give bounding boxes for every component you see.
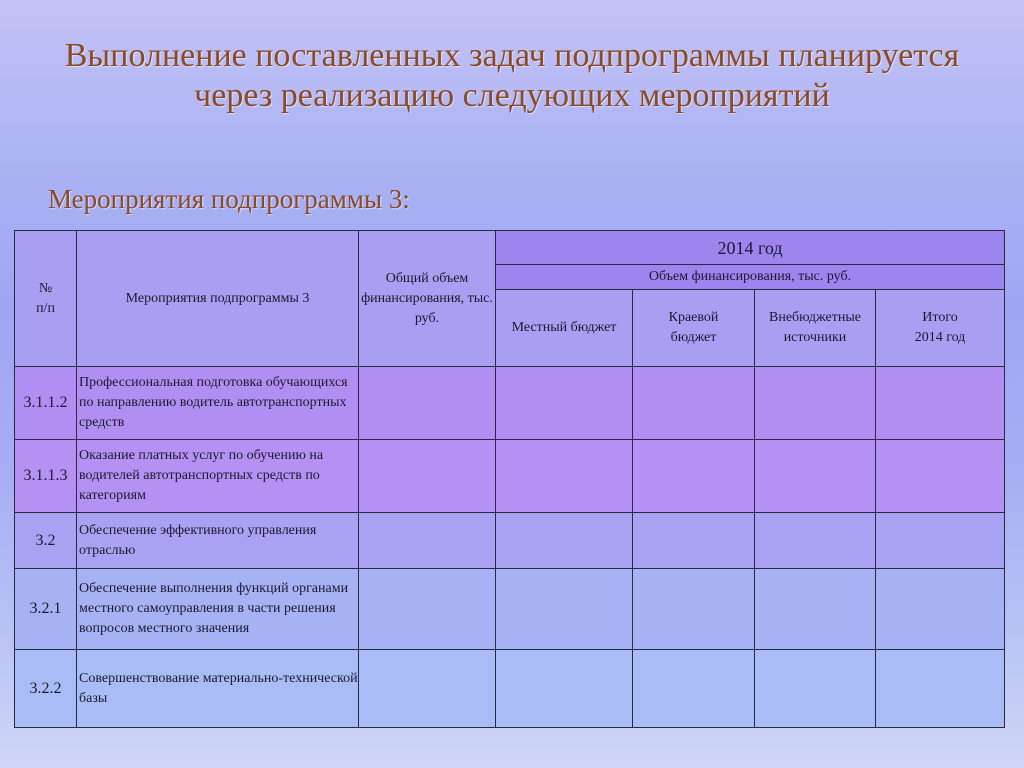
cell-total-volume xyxy=(359,569,496,650)
cell-local-budget xyxy=(496,569,633,650)
row-number: 3.1.1.3 xyxy=(15,440,77,513)
header-regional-budget: Краевой бюджет xyxy=(633,290,755,367)
row-activity: Оказание платных услуг по обучению на водителей автотранспортных средств по категориям xyxy=(77,440,359,513)
cell-regional-budget xyxy=(633,440,755,513)
cell-extra-budget xyxy=(755,650,876,728)
cell-total-2014 xyxy=(876,367,1005,440)
row-activity: Обеспечение эффективного управления отраслью xyxy=(77,513,359,569)
slide-subtitle: Мероприятия подпрограммы 3: xyxy=(48,184,410,214)
cell-regional-budget xyxy=(633,367,755,440)
cell-extra-budget xyxy=(755,513,876,569)
activities-table xyxy=(14,230,1005,728)
table-row xyxy=(15,650,1005,728)
cell-total-volume xyxy=(359,367,496,440)
row-number: 3.2 xyxy=(15,513,77,569)
header-local-budget: Местный бюджет xyxy=(496,290,633,367)
cell-total-2014 xyxy=(876,513,1005,569)
header-total-label: Итого xyxy=(922,310,958,325)
header-extra-budget: Внебюджетные источники xyxy=(755,290,876,367)
header-year: 2014 год xyxy=(496,231,1005,265)
cell-total-2014 xyxy=(876,569,1005,650)
row-number: 3.2.1 xyxy=(15,569,77,650)
header-num-label: п/п xyxy=(36,300,55,316)
header-total-volume: Общий объем финансирования, тыс. руб. xyxy=(359,231,496,367)
cell-total-2014 xyxy=(876,650,1005,728)
cell-total-volume xyxy=(359,513,496,569)
row-number: 3.1.1.2 xyxy=(15,367,77,440)
cell-local-budget xyxy=(496,650,633,728)
row-activity: Обеспечение выполнения функций органами местного самоуправления в части решения вопросов местного значения xyxy=(77,569,359,650)
cell-extra-budget xyxy=(755,569,876,650)
row-number: 3.2.2 xyxy=(15,650,77,728)
cell-extra-budget xyxy=(755,367,876,440)
table-row xyxy=(15,569,1005,650)
cell-extra-budget xyxy=(755,440,876,513)
cell-local-budget xyxy=(496,513,633,569)
header-total-year: 2014 год xyxy=(914,330,966,345)
cell-regional-budget xyxy=(633,650,755,728)
cell-total-2014 xyxy=(876,440,1005,513)
cell-regional-budget xyxy=(633,569,755,650)
header-num-symbol: № xyxy=(38,280,53,296)
cell-regional-budget xyxy=(633,513,755,569)
cell-total-volume xyxy=(359,650,496,728)
slide-title: Выполнение поставленных задач подпрограммы планируется через реализацию следующих мероприятий xyxy=(64,37,960,114)
row-activity: Профессиональная подготовка обучающихся по направлению водитель автотранспортных средств xyxy=(77,367,359,440)
table-row xyxy=(15,513,1005,569)
table-row xyxy=(15,440,1005,513)
cell-local-budget xyxy=(496,367,633,440)
header-num xyxy=(15,231,77,367)
cell-total-volume xyxy=(359,440,496,513)
table-row xyxy=(15,367,1005,440)
header-financing: Объем финансирования, тыс. руб. xyxy=(496,265,1005,290)
header-activity: Мероприятия подпрограммы 3 xyxy=(77,231,359,367)
cell-local-budget xyxy=(496,440,633,513)
header-total-2014 xyxy=(876,290,1005,367)
row-activity: Совершенствование материально-технической базы xyxy=(77,650,359,728)
